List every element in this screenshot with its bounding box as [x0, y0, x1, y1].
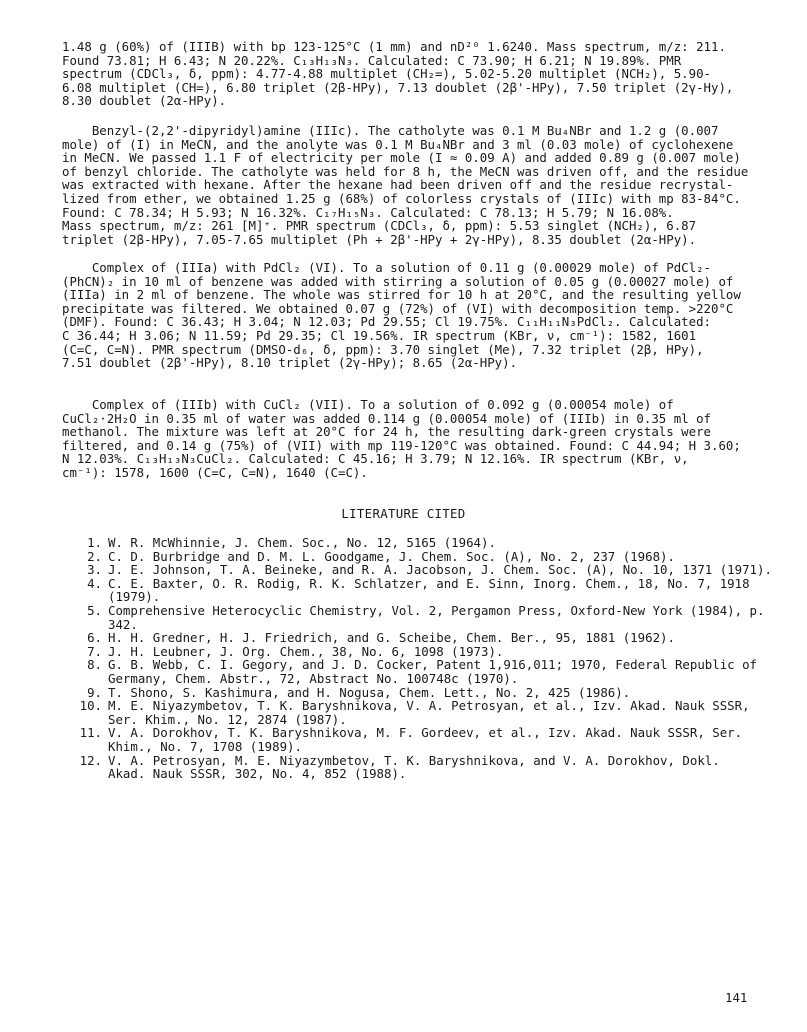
reference-item	[62, 631, 782, 645]
reference-text: C. D. Burbridge and D. M. L. Goodgame, J. Chem. Soc. (A), No. 2, 237 (1968).	[108, 548, 675, 564]
reference-text: T. Shono, S. Kashimura, and H. Nogusa, Chem. Lett., No. 2, 425 (1986).	[108, 684, 631, 700]
reference-text: M. E. Niyazymbetov, T. K. Baryshnikova, V. A. Petrosyan, et al., Izv. Akad. Nauk SSSR,	[108, 698, 750, 714]
text-line: Found 73.81; H 6.43; N 20.22%. C₁₃H₁₃N₃. Calculated: C 73.90; H 6.21; N 19.89%. PMR	[62, 52, 682, 68]
text-line: (C=C, C=N). PMR spectrum (DMSO-d₆, δ, ppm): 3.70 singlet (Me), 7.32 triplet (2β, HPy),	[62, 341, 704, 357]
reference-text: Germany, Chem. Abstr., 72, Abstract No. 100748c (1970).	[108, 670, 519, 686]
reference-item	[62, 645, 782, 659]
reference-text: Comprehensive Heterocyclic Chemistry, Vol. 2, Pergamon Press, Oxford-New York (1984), p.	[108, 602, 765, 618]
reference-number: 8.	[87, 657, 102, 673]
text-line: mole) of (I) in MeCN, and the anolyte was 0.1 M Bu₄NBr and 3 ml (0.03 mole) of cyclohexene	[62, 136, 734, 152]
reference-text: W. R. McWhinnie, J. Chem. Soc., No. 12, 5165 (1964).	[108, 535, 496, 550]
reference-item	[62, 536, 782, 550]
paragraph-complex-cucl2	[62, 398, 762, 480]
reference-item	[62, 726, 782, 740]
reference-item	[62, 550, 782, 564]
text-line: Benzyl-(2,2'-dipyridyl)amine (IIIc). The catholyte was 0.1 M Bu₄NBr and 1.2 g (0.007	[62, 123, 719, 138]
reference-number: 11.	[79, 725, 102, 741]
reference-text: J. H. Leubner, J. Org. Chem., 38, No. 6, 1098 (1973).	[108, 643, 504, 659]
text-line: precipitate was filtered. We obtained 0.07 g (72%) of (VI) with decomposition temp. >220°C	[62, 300, 734, 316]
reference-text: Khim., No. 7, 1708 (1989).	[108, 738, 302, 754]
text-line: 7.51 doublet (2β'-HPy), 8.10 triplet (2γ-HPy); 8.65 (2α-HPy).	[62, 355, 518, 371]
text-line: of benzyl chloride. The catholyte was held for 8 h, the MeCN was driven off, and the residue	[62, 163, 749, 179]
paragraph-complex-pdcl2	[62, 261, 762, 370]
literature-cited-heading: LITERATURE CITED	[341, 506, 466, 521]
text-line: spectrum (CDCl₃, δ, ppm): 4.77-4.88 multiplet (CH₂=), 5.02-5.20 multiplet (NCH₂), 5.90-	[62, 66, 712, 82]
text-line: cm⁻¹): 1578, 1600 (C=C, C=N), 1640 (C=C).	[62, 464, 368, 480]
reference-number: 12.	[79, 752, 102, 768]
text-line: N 12.03%. C₁₃H₁₃N₃CuCl₂. Calculated: C 45.16; H 3.79; N 12.16%. IR spectrum (KBr, ν,	[62, 451, 689, 467]
reference-number: 5.	[87, 602, 102, 618]
paragraph-continued-iiib	[62, 40, 762, 108]
reference-number: 6.	[87, 630, 102, 646]
reference-number: 3.	[87, 562, 102, 578]
reference-item	[62, 686, 782, 700]
text-line: 8.30 doublet (2α-HPy).	[62, 93, 227, 109]
reference-text: J. E. Johnson, T. A. Beineke, and R. A. Jacobson, J. Chem. Soc. (A), No. 10, 1371 (1971).	[108, 562, 772, 578]
reference-item-continued	[62, 713, 782, 727]
text-line: (PhCN)₂ in 10 ml of benzene was added with stirring a solution of 0.05 g (0.00027 mole) of	[62, 273, 734, 289]
reference-item-continued	[62, 590, 782, 604]
reference-number: 10.	[79, 698, 102, 714]
reference-item-continued	[62, 740, 782, 754]
reference-item	[62, 699, 782, 713]
reference-item	[62, 604, 782, 618]
reference-number: 9.	[87, 684, 102, 700]
reference-text: Akad. Nauk SSSR, 302, No. 4, 852 (1988).	[108, 766, 407, 782]
reference-text: V. A. Dorokhov, T. K. Baryshnikova, M. F. Gordeev, et al., Izv. Akad. Nauk SSSR, Ser.	[108, 725, 743, 741]
text-line: triplet (2β-HPy), 7.05-7.65 multiplet (Ph + 2β'-HPy + 2γ-HPy), 8.35 doublet (2α-HPy).	[62, 231, 697, 247]
page-number: 141	[725, 990, 748, 1005]
reference-item	[62, 754, 782, 768]
text-line: (IIIa) in 2 ml of benzene. The whole was stirred for 10 h at 20°C, and the resulting yellow	[62, 287, 741, 303]
reference-item-continued	[62, 672, 782, 686]
reference-number: 7.	[87, 643, 102, 659]
text-line: filtered, and 0.14 g (75%) of (VII) with mp 119-120°C was obtained. Found: C 44.94; H 3.60;	[62, 437, 741, 453]
text-line: C 36.44; H 3.06; N 11.59; Pd 29.35; Cl 19.56%. IR spectrum (KBr, ν, cm⁻¹): 1582, 1601	[62, 327, 697, 343]
text-line: was extracted with hexane. After the hexane had been driven off and the residue recrystal-	[62, 177, 734, 193]
reference-text: 342.	[108, 616, 138, 632]
text-line: lized from ether, we obtained 1.25 g (68%) of colorless crystals of (IIIc) with mp 83-84°C.	[62, 190, 741, 206]
reference-text: V. A. Petrosyan, M. E. Niyazymbetov, T. K. Baryshnikova, and V. A. Dorokhov, Dokl.	[108, 752, 720, 768]
text-line: Complex of (IIIb) with CuCl₂ (VII). To a solution of 0.092 g (0.00054 mole) of	[62, 397, 674, 412]
text-line: (DMF). Found: C 36.43; H 3.04; N 12.03; Pd 29.55; Cl 19.75%. C₁₁H₁₁N₃PdCl₂. Calculated:	[62, 314, 712, 330]
reference-text: (1979).	[108, 589, 161, 605]
reference-text: C. E. Baxter, O. R. Rodig, R. K. Schlatzer, and E. Sinn, Inorg. Chem., 18, No. 7, 1918	[108, 575, 750, 591]
reference-text: G. B. Webb, C. I. Gegory, and J. D. Cocker, Patent 1,916,011; 1970, Federal Republic of	[108, 657, 758, 673]
text-line: 6.08 multiplet (CH=), 6.80 triplet (2β-HPy), 7.13 doublet (2β'-HPy), 7.50 triplet (2γ-Hy),	[62, 79, 734, 95]
reference-item	[62, 563, 782, 577]
reference-item	[62, 658, 782, 672]
text-line: Complex of (IIIa) with PdCl₂ (VI). To a solution of 0.11 g (0.00029 mole) of PdCl₂-	[62, 260, 712, 275]
text-line: 1.48 g (60%) of (IIIB) with bp 123-125°C (1 mm) and nD²⁰ 1.6240. Mass spectrum, m/z: 211.	[62, 39, 726, 54]
text-line: methanol. The mixture was left at 20°C for 24 h, the resulting dark-green crystals were	[62, 424, 712, 440]
paragraph-benzyl-iiic	[62, 124, 762, 246]
text-line: in MeCN. We passed 1.1 F of electricity per mole (I ≈ 0.09 A) and added 0.89 g (0.007 mole)	[62, 150, 741, 166]
reference-number: 4.	[87, 575, 102, 591]
reference-number: 2.	[87, 548, 102, 564]
reference-item-continued	[62, 767, 782, 781]
reference-number: 1.	[87, 535, 102, 550]
text-line: Mass spectrum, m/z: 261 [M]⁺. PMR spectrum (CDCl₃, δ, ppm): 5.53 singlet (NCH₂), 6.87	[62, 218, 697, 234]
reference-item-continued	[62, 618, 782, 632]
text-line: CuCl₂·2H₂O in 0.35 ml of water was added 0.114 g (0.00054 mole) of (IIIb) in 0.35 ml of	[62, 410, 712, 426]
text-line: Found: C 78.34; H 5.93; N 16.32%. C₁₇H₁₅N₃. Calculated: C 78.13; H 5.79; N 16.08%.	[62, 204, 674, 220]
reference-list	[62, 536, 782, 781]
reference-text: Ser. Khim., No. 12, 2874 (1987).	[108, 711, 347, 727]
reference-text: H. H. Gredner, H. J. Friedrich, and G. Scheibe, Chem. Ber., 95, 1881 (1962).	[108, 630, 675, 646]
reference-item	[62, 577, 782, 591]
